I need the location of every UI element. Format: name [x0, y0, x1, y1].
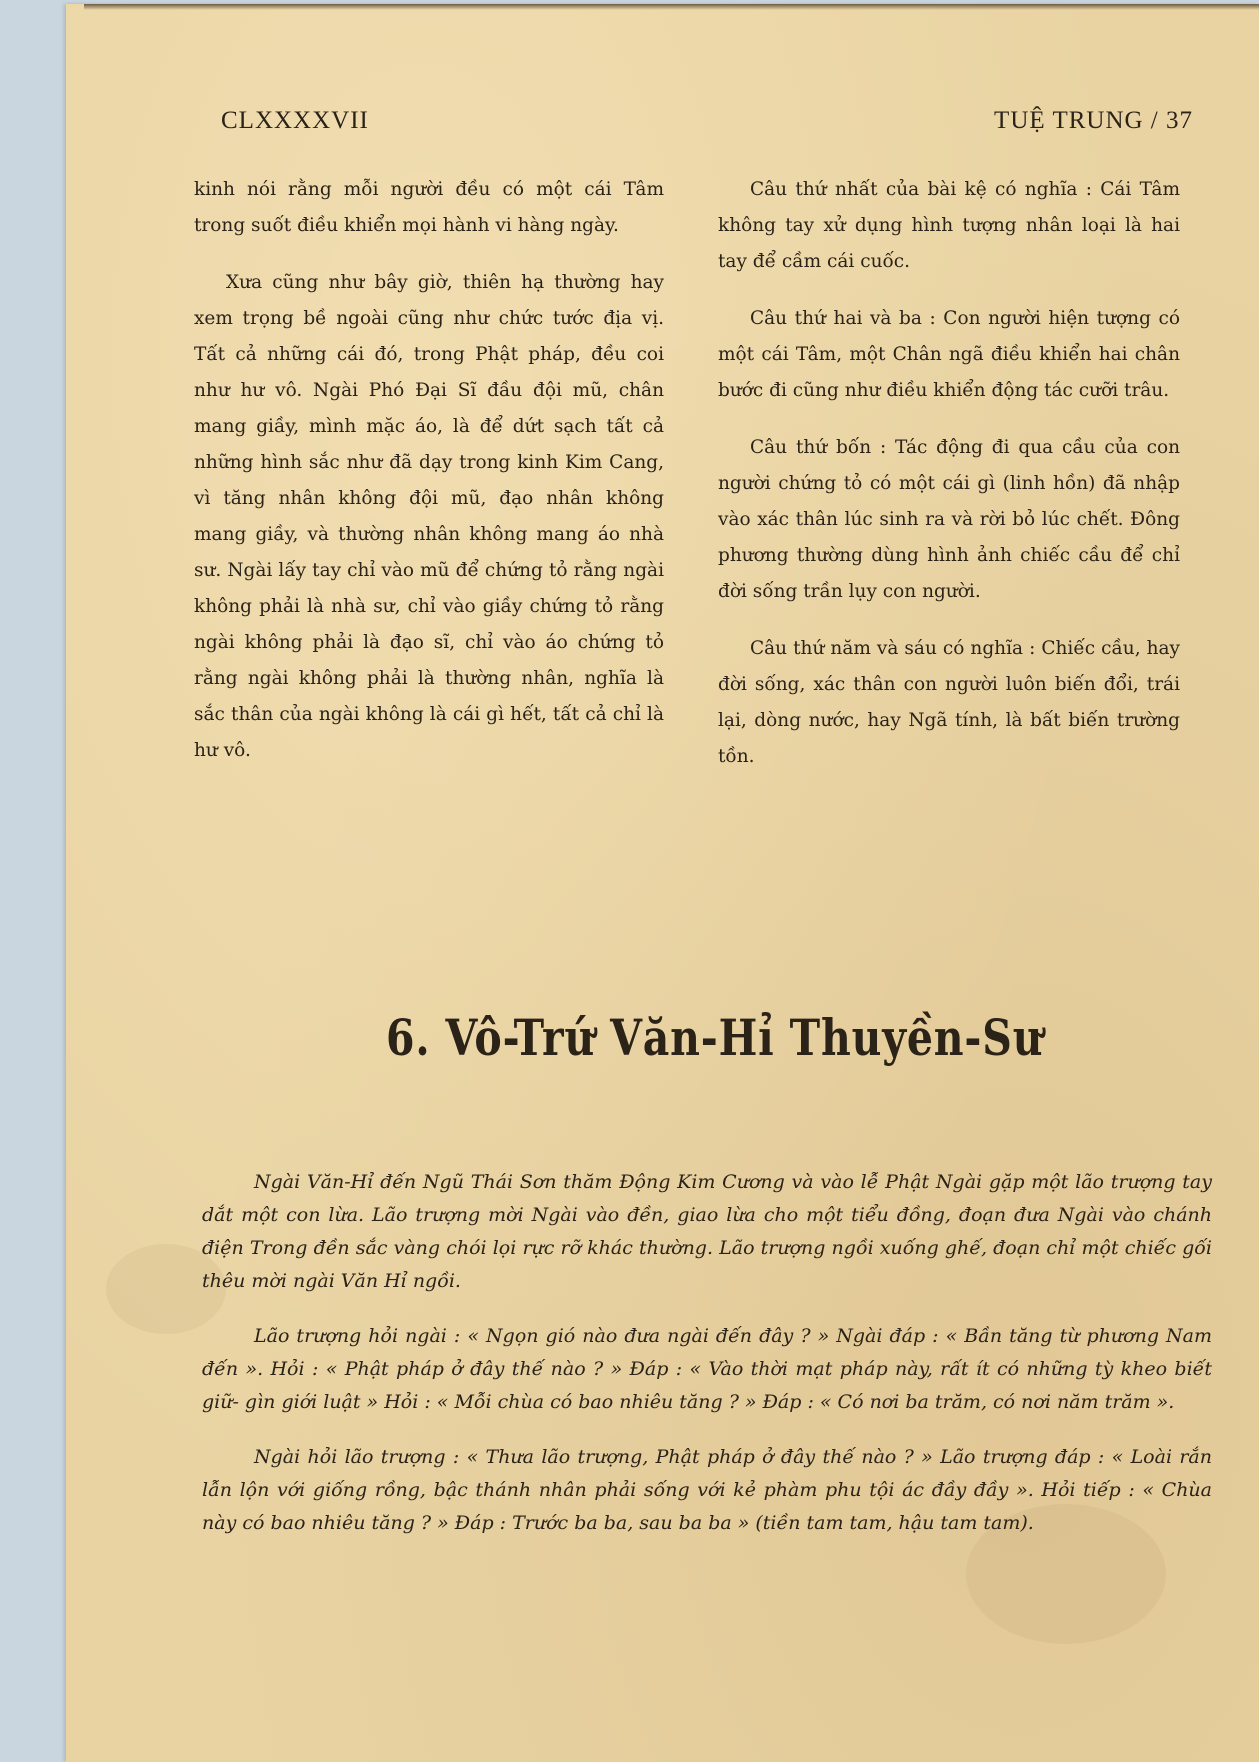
running-head-left: CLXXXXVII	[221, 107, 369, 134]
left-paragraph: kinh nói rằng mỗi người đều có một cái Tâm trong suốt điều khiển mọi hành vi hàng ngày.	[194, 179, 664, 236]
right-paragraph: Câu thứ năm và sáu có nghĩa : Chiếc cầu, hay đời sống, xác thân con người luôn biến đổi, trái lại, dòng nước, hay Ngã tính, là bất biến trường tồn.	[718, 638, 1180, 767]
book-page	[66, 4, 1259, 1762]
right-paragraph: Câu thứ bốn : Tác động đi qua cầu của con người chứng tỏ có một cái gì (linh hồn) đã nhập vào xác thân lúc sinh ra và rời bỏ lúc chết. Đông phương thường dùng hình ảnh chiếc cầu để chỉ đời sống trần lụy con người.	[718, 437, 1180, 602]
right-column	[718, 172, 1180, 775]
chapter-title: 6. Vô-Trứ Văn-Hỉ Thuyền-Sư	[386, 1008, 1044, 1067]
right-paragraph: Câu thứ hai và ba : Con người hiện tượng có một cái Tâm, một Chân ngã điều khiển hai chân bước đi cũng như điều khiển động tác cưỡi trâu.	[718, 308, 1180, 401]
left-paragraph: Xưa cũng như bây giờ, thiên hạ thường hay xem trọng bề ngoài cũng như chức tước địa vị. Tất cả những cái đó, trong Phật pháp, đều coi như hư vô. Ngài Phó Đại Sĩ đầu đội mũ, chân mang giầy, mình mặc áo, là để dứt sạch tất cả những hình sắc như đã dạy trong kinh Kim Cang, vì tăng nhân không đội mũ, đạo nhân không mang giầy, và thường nhân không mang áo nhà sư. Ngài lấy tay chỉ vào mũ để chứng tỏ rằng ngài không phải là nhà sư, chỉ vào giầy chứng tỏ rằng ngài không phải là đạo sĩ, chỉ vào áo chứng tỏ rằng ngài không phải là thường nhân, nghĩa là sắc thân của ngài không là cái gì hết, tất cả chỉ là hư vô.	[194, 272, 664, 761]
page-top-edge	[84, 4, 1259, 10]
story-paragraph: Lão trượng hỏi ngài : « Ngọn gió nào đưa ngài đến đây ? » Ngài đáp : « Bần tăng từ phương Nam đến ». Hỏi : « Phật pháp ở đây thế nào ? » Đáp : « Vào thời mạt pháp này, rất ít có những tỳ kheo biết giữ- gìn giới luật » Hỏi : « Mỗi chùa có bao nhiêu tăng ? » Đáp : « Có nơi ba trăm, có nơi năm trăm ».	[202, 1325, 1212, 1413]
running-head-right: TUỆ TRUNG / 37	[994, 107, 1193, 134]
left-column	[194, 172, 664, 769]
story-paragraph: Ngài Văn-Hỉ đến Ngũ Thái Sơn thăm Động Kim Cương và vào lễ Phật Ngài gặp một lão trượng tay dắt một con lừa. Lão trượng mời Ngài vào đền, giao lừa cho một tiểu đồng, đoạn đưa Ngài vào chánh điện Trong đền sắc vàng chói lọi rực rỡ khác thường. Lão trượng ngồi xuống ghế, đoạn chỉ một chiếc gối thêu mời ngài Văn Hỉ ngồi.	[202, 1171, 1212, 1292]
story-text	[202, 1166, 1212, 1562]
story-paragraph: Ngài hỏi lão trượng : « Thưa lão trượng, Phật pháp ở đây thế nào ? » Lão trượng đáp : « Loài rắn lẫn lộn với giống rồng, bậc thánh nhân phải sống với kẻ phàm phu tội ác đầy đầy ». Hỏi tiếp : « Chùa này có bao nhiêu tăng ? » Đáp : Trước ba ba, sau ba ba » (tiền tam tam, hậu tam tam).	[202, 1446, 1212, 1534]
right-paragraph: Câu thứ nhất của bài kệ có nghĩa : Cái Tâm không tay xử dụng hình tượng nhân loại là hai tay để cầm cái cuốc.	[718, 179, 1180, 272]
